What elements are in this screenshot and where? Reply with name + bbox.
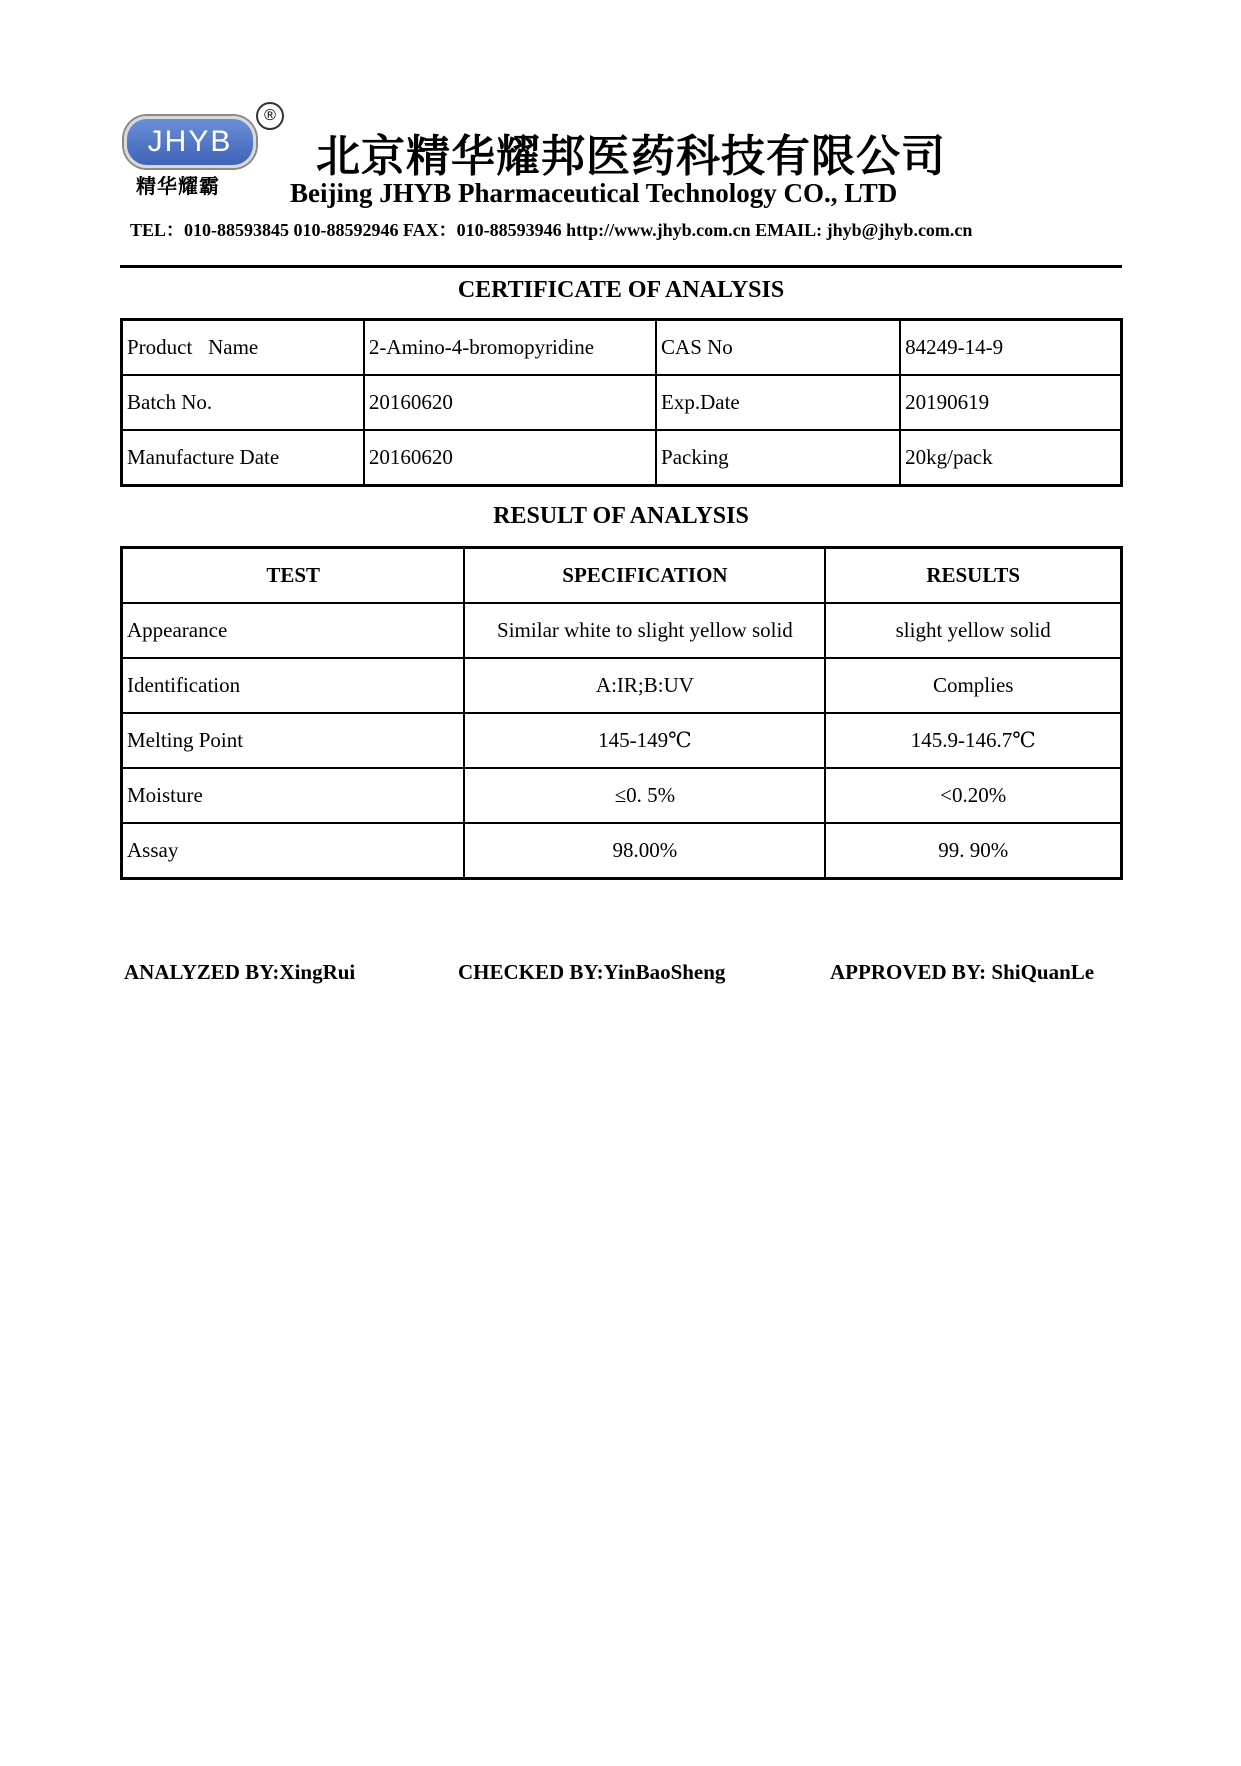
- field-value: 20160620: [364, 375, 656, 430]
- column-header-test: TEST: [122, 548, 465, 604]
- table-row: [122, 320, 1122, 376]
- specification: 145-149℃: [464, 713, 825, 768]
- logo-badge: [124, 116, 256, 168]
- header-divider: [120, 265, 1122, 268]
- logo-text: JHYB: [147, 125, 233, 158]
- certificate-table: [120, 318, 1123, 487]
- result-value: <0.20%: [825, 768, 1121, 823]
- specification: 98.00%: [464, 823, 825, 879]
- table-row: [122, 713, 1122, 768]
- specification: ≤0. 5%: [464, 768, 825, 823]
- company-name-chinese: 北京精华耀邦医药科技有限公司: [316, 131, 946, 182]
- field-label: Packing: [656, 430, 900, 486]
- table-row: [122, 658, 1122, 713]
- test-name: Melting Point: [122, 713, 465, 768]
- company-name-english: Beijing JHYB Pharmaceutical Technology CO., LTD: [290, 178, 898, 208]
- field-value: 20kg/pack: [900, 430, 1121, 486]
- field-label: Manufacture Date: [122, 430, 364, 486]
- field-value: 20160620: [364, 430, 656, 486]
- result-table: [120, 546, 1123, 880]
- table-header-row: [122, 548, 1122, 604]
- table-row: [122, 823, 1122, 879]
- result-value: 99. 90%: [825, 823, 1121, 879]
- table-row: [122, 375, 1122, 430]
- column-header-specification: SPECIFICATION: [464, 548, 825, 604]
- certificate-title: CERTIFICATE OF ANALYSIS: [457, 277, 785, 303]
- specification: Similar white to slight yellow solid: [464, 603, 825, 658]
- result-title: RESULT OF ANALYSIS: [493, 503, 749, 529]
- result-value: 145.9-146.7℃: [825, 713, 1121, 768]
- field-value: 84249-14-9: [900, 320, 1121, 376]
- company-logo: [124, 104, 284, 196]
- approved-by: APPROVED BY: ShiQuanLe: [830, 960, 1095, 984]
- registered-mark-icon: ®: [256, 102, 284, 130]
- checked-by: CHECKED BY:YinBaoSheng: [458, 960, 726, 984]
- test-name: Moisture: [122, 768, 465, 823]
- specification: A:IR;B:UV: [464, 658, 825, 713]
- contact-line: TEL：010-88593845 010-88592946 FAX：010-88593946 http://www.jhyb.com.cn EMAIL: jhyb@jhyb.com.cn: [130, 220, 973, 240]
- field-label: Product Name: [122, 320, 364, 376]
- result-value: Complies: [825, 658, 1121, 713]
- table-row: [122, 430, 1122, 486]
- field-label: Batch No.: [122, 375, 364, 430]
- result-value: slight yellow solid: [825, 603, 1121, 658]
- table-row: [122, 768, 1122, 823]
- column-header-results: RESULTS: [825, 548, 1121, 604]
- field-value: 2-Amino-4-bromopyridine: [364, 320, 656, 376]
- logo-chinese-name: 精华耀霸: [136, 174, 220, 198]
- test-name: Appearance: [122, 603, 465, 658]
- test-name: Identification: [122, 658, 465, 713]
- analyzed-by: ANALYZED BY:XingRui: [124, 960, 356, 984]
- test-name: Assay: [122, 823, 465, 879]
- field-label: Exp.Date: [656, 375, 900, 430]
- table-row: [122, 603, 1122, 658]
- field-value: 20190619: [900, 375, 1121, 430]
- field-label: CAS No: [656, 320, 900, 376]
